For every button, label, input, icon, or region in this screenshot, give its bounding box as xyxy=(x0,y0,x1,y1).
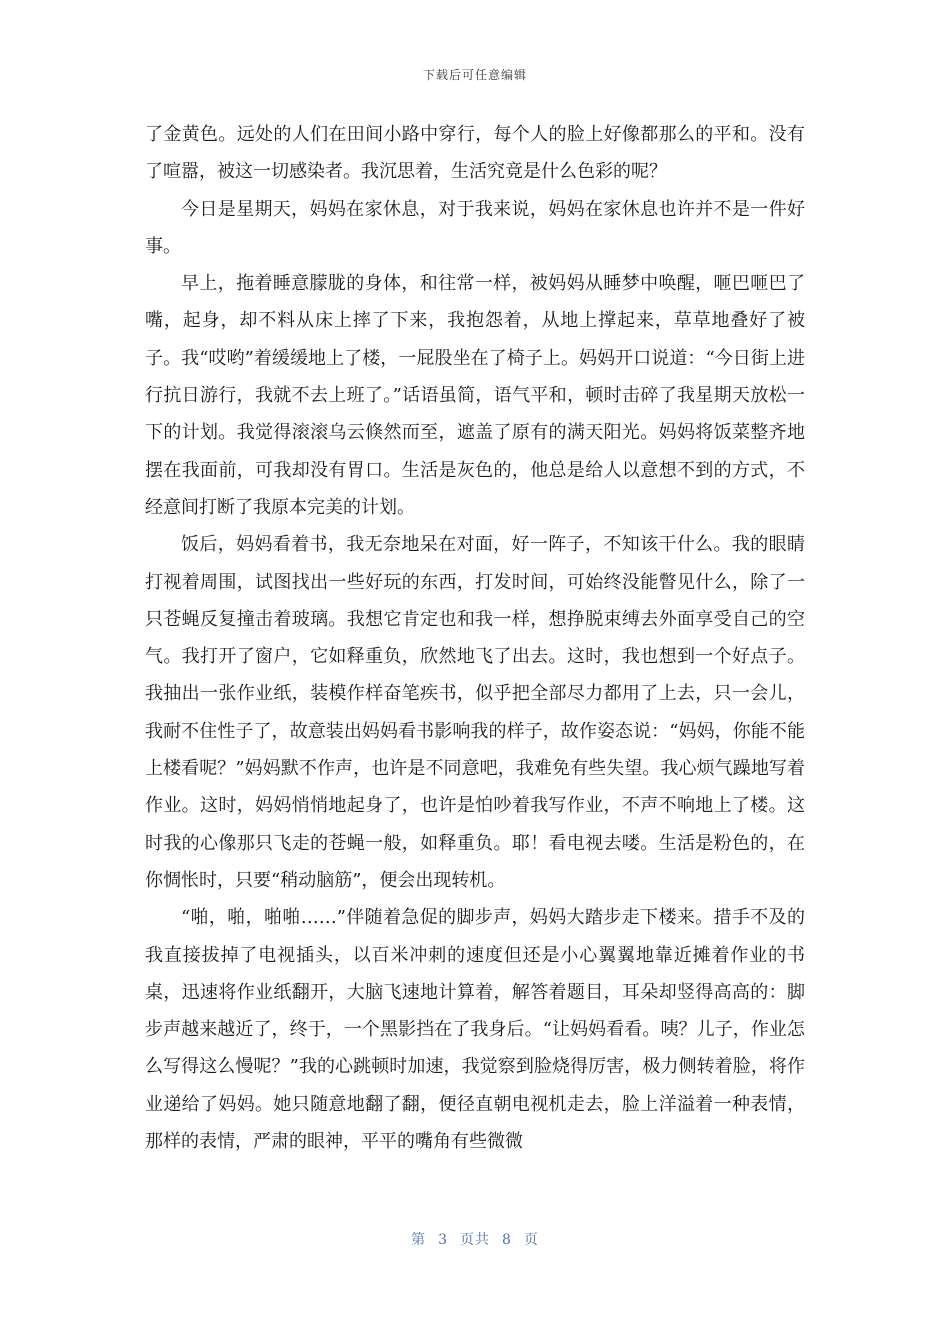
total-pages: 8 xyxy=(502,1232,512,1248)
footer-word-ye: 页 xyxy=(523,1232,539,1248)
document-body xyxy=(145,116,805,1160)
footer-word-ye-gong: 页共 xyxy=(460,1232,490,1248)
footer-word-di: 第 xyxy=(411,1232,427,1248)
paragraph: 今日是星期天，妈妈在家休息，对于我来说，妈妈在家休息也许并不是一件好事。 xyxy=(145,198,805,257)
paragraph: 饭后，妈妈看着书，我无奈地呆在对面，好一阵子，不知该干什么。我的眼睛打视着周围，试图找出一些好玩的东西，打发时间，可始终没能瞥见什么，除了一只苍蝇反复撞击着玻璃。我想它肯定也和我一样，想挣脱束缚去外面享受自己的空气。我打开了窗户，它如释重负，欣然地飞了出去。这时，我也想到一个好点子。我抽出一张作业纸，装模作样奋笔疾书，似乎把全部尽力都用了上去，只一会儿，我耐不住性子了，故意装出妈妈看书影响我的样子，故作姿态说：“妈妈，你能不能上楼看呢？”妈妈默不作声，也许是不同意吧，我难免有些失望。我心烦气躁地写着作业。这时，妈妈悄悄地起身了，也许是怕吵着我写作业，不声不响地上了楼。这时我的心像那只飞走的苍蝇一般，如释重负。耶！看电视去喽。生活是粉色的，在你惆怅时，只要“稍动脑筋”，便会出现转机。 xyxy=(145,534,805,891)
page-footer xyxy=(0,1229,950,1249)
paragraph: 了金黄色。远处的人们在田间小路中穿行，每个人的脸上好像都那么的平和。没有了喧嚣，被这一切感染者。我沉思着，生活究竟是什么色彩的呢？ xyxy=(145,124,805,183)
page-number: 3 xyxy=(438,1232,448,1248)
page-header: 下载后可任意编辑 xyxy=(422,68,527,82)
paragraph: 早上，拖着睡意朦胧的身体，和往常一样，被妈妈从睡梦中唤醒，咂巴咂巴了嘴，起身，却不料从床上摔了下来，我抱怨着，从地上撑起来，草草地叠好了被子。我“哎哟”着缓缓地上了楼，一屁股坐在了椅子上。妈妈开口说道：“今日街上进行抗日游行，我就不去上班了。”话语虽简，语气平和，顿时击碎了我星期天放松一下的计划。我觉得滚滚乌云倏然而至，遮盖了原有的满天阳光。妈妈将饭菜整齐地摆在我面前，可我却没有胃口。生活是灰色的，他总是给人以意想不到的方式，不经意间打断了我原本完美的计划。 xyxy=(145,273,805,518)
paragraph: “啪，啪，啪啪……”伴随着急促的脚步声，妈妈大踏步走下楼来。措手不及的我直接拔掉了电视插头，以百米冲刺的速度但还是小心翼翼地靠近摊着作业的书桌，迅速将作业纸翻开，大脑飞速地计算着，解答着题目，耳朵却竖得高高的：脚步声越来越近了，终于，一个黑影挡在了我身后。“让妈妈看看。咦？儿子，作业怎么写得这么慢呢？”我的心跳顿时加速，我觉察到脸烧得厉害，极力侧转着脸，将作业递给了妈妈。她只随意地翻了翻，便径直朝电视机走去，脸上洋溢着一种表情，那样的表情，严肃的眼神，平平的嘴角有些微微 xyxy=(145,907,805,1153)
